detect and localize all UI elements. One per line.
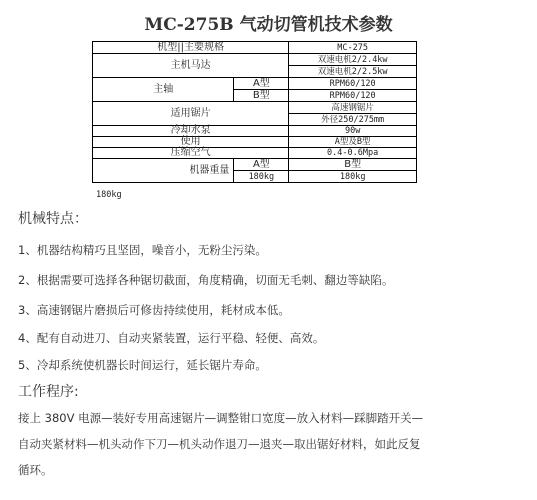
spec-row-weight xyxy=(93,159,417,171)
spec-spindle-value-a: RPM60/120 xyxy=(289,78,417,90)
spec-weight-value-a: 180kg xyxy=(234,171,289,183)
spec-row-pump xyxy=(93,126,417,137)
feature-item-4: 4、配有自动进刀、自动夹紧装置，运行平稳、轻便、高效。 xyxy=(18,331,325,345)
spec-weight-value-b: 180kg xyxy=(289,171,417,183)
spec-motor-value-2: 双速电机2/2.5kw xyxy=(289,66,417,78)
spec-weight-col-a: A型 xyxy=(234,159,289,171)
spec-usage-value: A型及B型 xyxy=(289,137,417,148)
spec-header-value: MC-275 xyxy=(289,42,417,54)
spec-weight-value-left: 180kg xyxy=(96,190,122,200)
spec-spindle-label: 主轴 xyxy=(93,78,234,102)
spec-motor-label: 主机马达 xyxy=(93,54,289,78)
feature-item-2: 2、根据需要可选择各种锯切截面，角度精确，切面无毛刺、翻边等缺陷。 xyxy=(18,273,394,287)
spec-air-value: 0.4-0.6Mpa xyxy=(289,148,417,159)
spec-header-label: 机型||主要规格 xyxy=(93,42,289,54)
procedure-line-2: 自动夹紧材料—机头动作下刀—机头动作退刀—退夹—取出锯好材料，如此反复 xyxy=(18,437,421,451)
spec-spindle-type-b: B型 xyxy=(234,90,289,102)
document-title: MC-275B 气动切管机技术参数 xyxy=(144,15,393,35)
procedure-heading: 工作程序: xyxy=(18,384,79,400)
procedure-line-3: 循环。 xyxy=(18,463,53,477)
feature-item-3: 3、高速钢锯片磨损后可修齿持续使用，耗材成本低。 xyxy=(18,303,290,317)
spec-saw-value-1: 高速钢锯片 xyxy=(289,102,417,114)
feature-item-1: 1、机器结构精巧且坚固，噪音小，无粉尘污染。 xyxy=(18,243,267,257)
spec-row-header xyxy=(93,42,417,54)
spec-weight-col-b: B型 xyxy=(289,159,417,171)
spec-row-saw xyxy=(93,102,417,114)
spec-usage-label: 使用 xyxy=(93,137,289,148)
procedure-line-1: 接上 380V 电源—装好专用高速锯片—调整钳口宽度—放入材料—踩脚踏开关— xyxy=(18,411,424,425)
spec-saw-value-2: 外径250/275mm xyxy=(289,114,417,126)
spec-row-motor xyxy=(93,54,417,66)
spec-pump-label: 冷却水泵 xyxy=(93,126,289,137)
spec-row-air xyxy=(93,148,417,159)
spec-spindle-type-a: A型 xyxy=(234,78,289,90)
spec-motor-value-1: 双速电机2/2.4kw xyxy=(289,54,417,66)
spec-spindle-value-b: RPM60/120 xyxy=(289,90,417,102)
spec-air-label: 压缩空气 xyxy=(93,148,289,159)
spec-saw-label: 适用锯片 xyxy=(93,102,289,126)
spec-table xyxy=(92,41,417,183)
spec-weight-label: 机器重量 xyxy=(93,159,234,183)
feature-item-5: 5、冷却系统使机器长时间运行，延长锯片寿命。 xyxy=(18,358,267,372)
spec-row-spindle-a xyxy=(93,78,417,90)
spec-row-usage xyxy=(93,137,417,148)
spec-pump-value: 90w xyxy=(289,126,417,137)
features-heading: 机械特点： xyxy=(18,211,88,227)
